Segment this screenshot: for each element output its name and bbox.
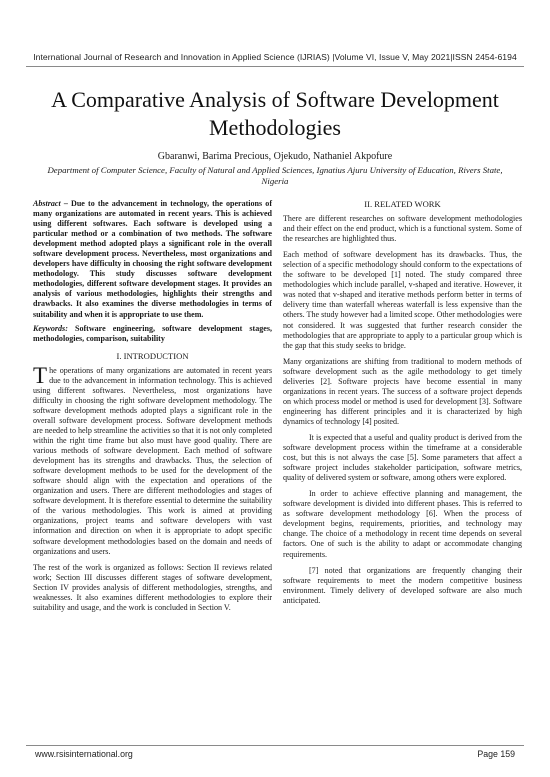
paper-authors: Gbaranwi, Barima Precious, Ojekudo, Nathaniel Akpofure (157, 151, 393, 162)
abstract (33, 199, 272, 320)
footer-page-number: Page 159 (477, 749, 515, 759)
related-paragraph-6: [7] noted that organizations are frequently changing their software requirements to meet the modern competitive business environment. Timely delivery of developed software are also much anticipated. (283, 565, 522, 605)
intro-paragraph-1 (33, 362, 272, 557)
keywords-label: Keywords: (33, 323, 68, 333)
header-divider (26, 66, 524, 67)
related-paragraph-1: There are different researches on software development methodologies and their effect on the end product, which is a functional system. Some of the researches are highlighted thus. (283, 214, 522, 244)
keywords-text: Software engineering, software development stages, methodologies, comparison, suitability (33, 323, 272, 343)
left-column (33, 199, 272, 613)
related-paragraph-2: Each method of software development has its drawbacks. Thus, the selection of a specific methodology should conform to the expectations of the software to be developed [1] noted. The study compared three methodologies which include parallel, v-shaped and iterative. However, it was noted that v-shaped and iterative methods perform better in terms of delivery time than waterfall whereas waterfall is less expensive than the others. The study however had a limited scope. Other methodologies were not considered. It was suggested that further research consider the methodologies that are appropriate to apply to a particular group which is the gap that this study seeks to bridge. (283, 250, 522, 350)
right-column (283, 199, 522, 606)
related-paragraph-5: In order to achieve effective planning and management, the software development is divided into different phases. This is referred to as software development methodology [6]. When the process of development begins, requirements, priorities, and technology may change. The choice of a methodology in recent time depends on several factors. One of such is the ability to adapt or accommodate changing requirements. (283, 489, 522, 559)
keywords (33, 324, 272, 344)
section-heading-related-work: II. RELATED WORK (364, 199, 441, 209)
journal-header: International Journal of Research and Innovation in Applied Science (IJRIAS) |Volume VI, Issue V, May 2021|ISSN 2454-6194 (33, 52, 517, 62)
related-paragraph-4: It is expected that a useful and quality product is derived from the software development process within the timeframe at a considerable cost, but this is not always the case [5]. Some parameters that affect a software project includes stakeholder participation, software metrics, quality of delivered system or software, among others were explored. (283, 432, 522, 483)
footer-website-link[interactable]: www.rsisinternational.org (35, 749, 133, 759)
intro-paragraph-2: The rest of the work is organized as follows: Section II reviews related work; Section III discusses different stages of software development, Section IV provides analysis of different methodologies, strengths, and weaknesses. It also examines different methodologies to explore their suitability and usage, and the work is concluded in Section V. (33, 562, 272, 612)
paper-title: A Comparative Analysis of Software Development Methodologies (51, 87, 499, 140)
intro-paragraph-1-text: he operations of many organizations are automated in recent years due to the advancement in information technology. This is achieved using different softwares. Nevertheless, most organizations have difficulty in choosing the right software development methodology. The software development methods adopted plays a significant role in the overall software development process. Software development methods are needed to help streamline the activities so that it is not only completed within the right time frame but also must have good quality. There are various methods of software development. Each method of software development has its strengths and drawbacks. Thus, the selection of software development methods to be used for the development of the software should align with the expectation and operations of the organization and users. There are different methodologies and stages of software development. It is therefore essential to determine the suitability of the various methodologies. This work is aimed at providing organizations, project teams and software developers with vast information and direction on when it is appropriate to adopt specific software development methodologies based on the domain and needs of organizations and users. (33, 365, 272, 556)
abstract-label: Abstract (33, 199, 61, 208)
related-paragraph-3: Many organizations are shifting from traditional to modern methods of software development such as the agile methodology to get timely deliveries [2]. Software projects have become essential in many organizations in recent years. The success of a software project depends on which process model or method is used for development [3]. Software engineering has different principles and it is characterized by high dynamics of technology [4] posited. (283, 356, 522, 426)
drop-cap: T (33, 362, 48, 388)
section-heading-introduction: I. INTRODUCTION (116, 350, 189, 361)
abstract-text: – Due to the advancement in technology, the operations of many organizations are automated in recent years. This is achieved using different softwares. Each software is developed using a particular method or a combination of two methods. The software development method adopted plays a significant role in the overall software development process. Nevertheless, most organizations and developers have difficulty in choosing the right software development methodology. This study discusses software development methodologies, different software development stages. It provides an analysis of various methodologies, highlights their strengths and drawbacks. It also examines the diverse methodologies in terms of suitability and when it is appropriate to use them. (33, 199, 272, 319)
author-affiliation: Department of Computer Science, Faculty of Natural and Applied Sciences, Ignatius Ajuru University of Education, Rivers State, Nigeria (47, 165, 503, 186)
footer-divider (26, 745, 524, 746)
